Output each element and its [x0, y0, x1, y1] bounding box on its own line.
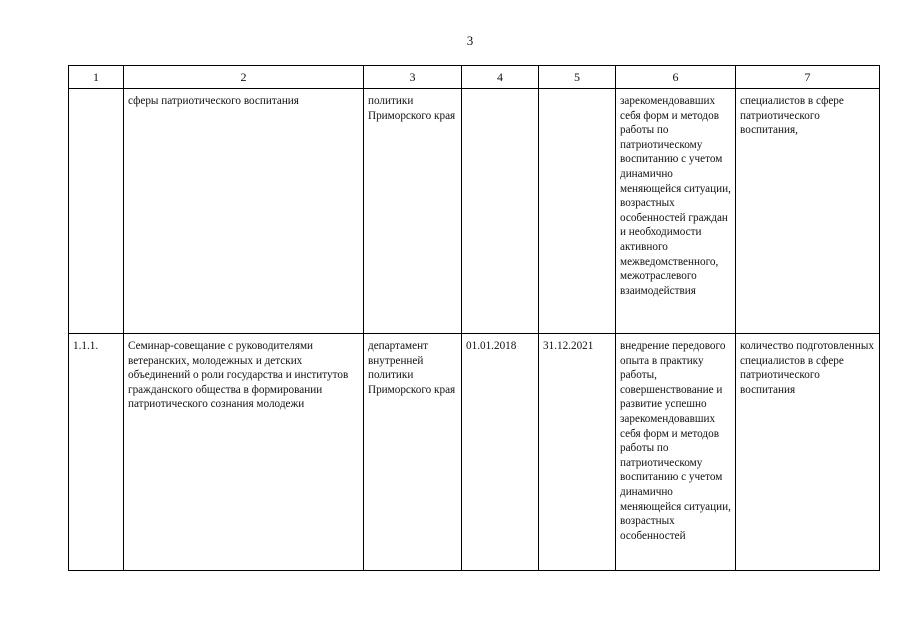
column-header-2: 2	[124, 66, 364, 89]
end-date-cell	[539, 89, 616, 334]
table-row	[69, 89, 880, 334]
column-header-1: 1	[69, 66, 124, 89]
column-header-6: 6	[616, 66, 736, 89]
header-row	[69, 66, 880, 89]
table-row	[69, 334, 880, 571]
end-date-cell: 31.12.2021	[539, 334, 616, 571]
indicator-cell: специалистов в сфере патриотического воспитания,	[736, 89, 880, 334]
column-header-5: 5	[539, 66, 616, 89]
responsible-cell: департамент внутренней политики Приморского края	[364, 334, 462, 571]
page-number: 3	[466, 33, 474, 48]
start-date-cell	[462, 89, 539, 334]
measure-name-cell: Семинар-совещание с руководителями ветеранских, молодежных и детских объединений о роли государства и институтов гражданского общества в формировании патриотического сознания молодежи	[124, 334, 364, 571]
responsible-cell: политики Приморского края	[364, 89, 462, 334]
indicator-cell: количество подготовленных специалистов в сфере патриотического воспитания	[736, 334, 880, 571]
column-header-7: 7	[736, 66, 880, 89]
measures-table	[68, 65, 880, 571]
expected-result-cell: внедрение передового опыта в практику работы, совершенствование и развитие успешно зарекомендовавших себя форм и методов работы по патриотическому воспитанию с учетом динамично меняющейся ситуации, возрастных особенностей	[616, 334, 736, 571]
expected-result-cell: зарекомендовавших себя форм и методов работы по патриотическому воспитанию с учетом динамично меняющейся ситуации, возрастных особенностей граждан и необходимости активного межведомственного, межотраслевого взаимодействия	[616, 89, 736, 334]
row-number-cell: 1.1.1.	[69, 334, 124, 571]
row-number-cell	[69, 89, 124, 334]
start-date-cell: 01.01.2018	[462, 334, 539, 571]
table-header	[69, 66, 880, 89]
column-header-3: 3	[364, 66, 462, 89]
column-header-4: 4	[462, 66, 539, 89]
measure-name-cell: сферы патриотического воспитания	[124, 89, 364, 334]
